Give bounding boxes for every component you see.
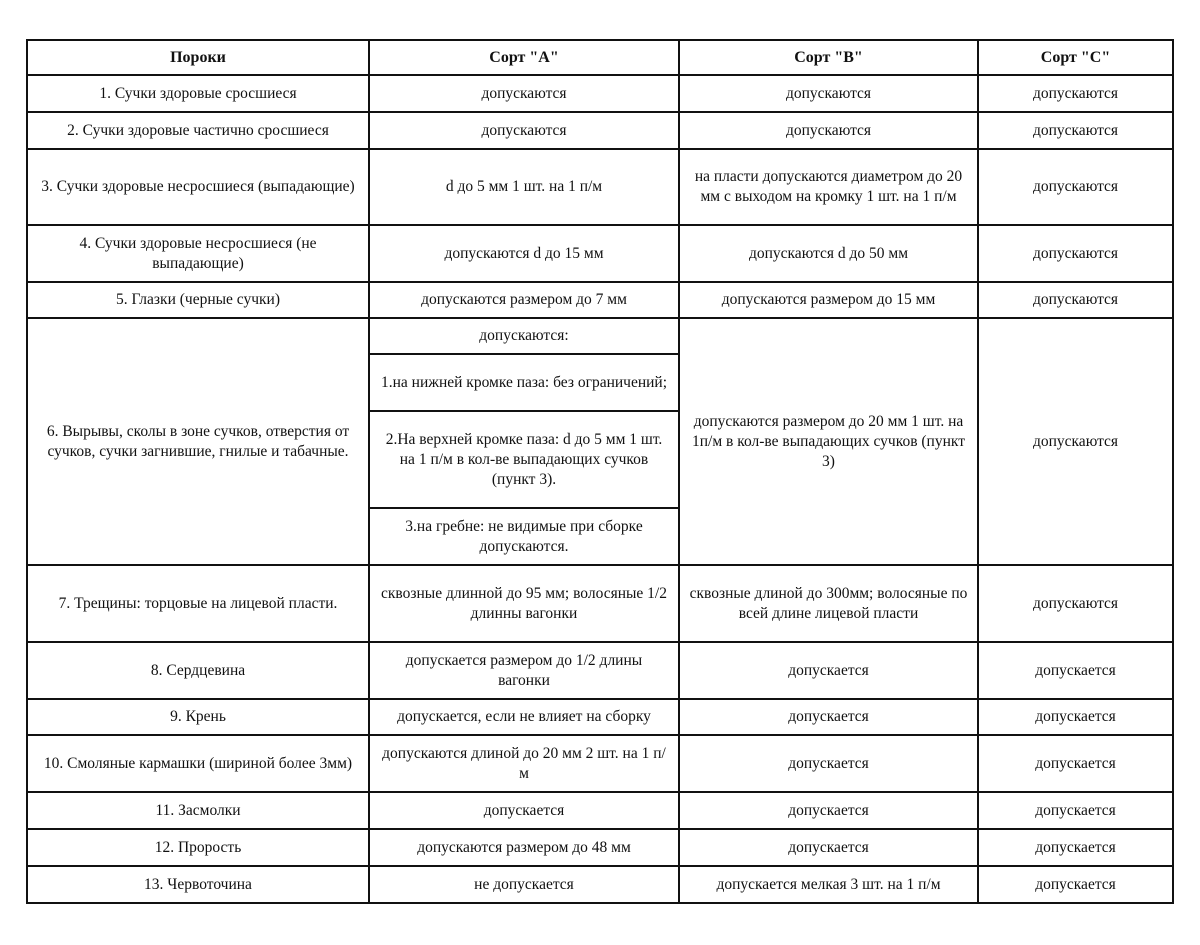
- defect-cell: 1. Сучки здоровые сросшиеся: [27, 75, 369, 112]
- grade-a-cell: допускаются: [369, 112, 679, 149]
- grade-c-cell: допускается: [978, 866, 1173, 903]
- defect-cell: 11. Засмолки: [27, 792, 369, 829]
- grade-a-cell: допускаются размером до 48 мм: [369, 829, 679, 866]
- header-defect: Пороки: [27, 40, 369, 75]
- grade-c-cell: допускаются: [978, 112, 1173, 149]
- table-row: [27, 282, 1173, 318]
- grade-c-cell: допускаются: [978, 318, 1173, 565]
- grade-b-cell: допускается: [679, 792, 978, 829]
- grade-a-cell: не допускается: [369, 866, 679, 903]
- defect-cell: 6. Вырывы, сколы в зоне сучков, отверстия от сучков, сучки загнившие, гнилые и табачные.: [27, 318, 369, 565]
- defect-cell: 4. Сучки здоровые несросшиеся (не выпадающие): [27, 225, 369, 282]
- grade-b-cell: допускаются размером до 15 мм: [679, 282, 978, 318]
- grade-b-cell: сквозные длиной до 300мм; волосяные по всей длине лицевой пласти: [679, 565, 978, 642]
- table-row: [27, 866, 1173, 903]
- header-row: [27, 40, 1173, 75]
- grade-a-cell: допускается размером до 1/2 длины вагонки: [369, 642, 679, 699]
- header-grade-c: Сорт "С": [978, 40, 1173, 75]
- grade-c-cell: допускаются: [978, 225, 1173, 282]
- table-row: [27, 735, 1173, 792]
- grade-b-cell: допускаются: [679, 112, 978, 149]
- grade-c-cell: допускаются: [978, 149, 1173, 225]
- table-row: [27, 75, 1173, 112]
- grade-a-subcell: 3.на гребне: не видимые при сборке допускаются.: [369, 508, 679, 565]
- grade-c-cell: допускается: [978, 642, 1173, 699]
- defect-cell: 7. Трещины: торцовые на лицевой пласти.: [27, 565, 369, 642]
- defect-cell: 3. Сучки здоровые несросшиеся (выпадающие): [27, 149, 369, 225]
- table-row: [27, 318, 1173, 354]
- defect-cell: 8. Сердцевина: [27, 642, 369, 699]
- grade-a-cell: допускается, если не влияет на сборку: [369, 699, 679, 735]
- defect-cell: 10. Смоляные кармашки (шириной более 3мм): [27, 735, 369, 792]
- grade-c-cell: допускается: [978, 829, 1173, 866]
- grade-a-subcell: 1.на нижней кромке паза: без ограничений;: [369, 354, 679, 411]
- table-row: [27, 112, 1173, 149]
- grade-a-cell: допускаются размером до 7 мм: [369, 282, 679, 318]
- grade-b-cell: допускаются d до 50 мм: [679, 225, 978, 282]
- grade-b-cell: допускается: [679, 735, 978, 792]
- grade-a-subcell: 2.На верхней кромке паза: d до 5 мм 1 шт. на 1 п/м в кол-ве выпадающих сучков (пункт 3).: [369, 411, 679, 508]
- grade-b-cell: допускается: [679, 699, 978, 735]
- grade-b-cell: на пласти допускаются диаметром до 20 мм с выходом на кромку 1 шт. на 1 п/м: [679, 149, 978, 225]
- grade-a-cell: d до 5 мм 1 шт. на 1 п/м: [369, 149, 679, 225]
- grade-b-cell: допускается: [679, 829, 978, 866]
- header-grade-b: Сорт "В": [679, 40, 978, 75]
- grade-a-cell: допускаются d до 15 мм: [369, 225, 679, 282]
- grade-a-cell: допускается: [369, 792, 679, 829]
- table-row: [27, 642, 1173, 699]
- grade-b-cell: допускаются: [679, 75, 978, 112]
- table-row: [27, 225, 1173, 282]
- grade-c-cell: допускаются: [978, 75, 1173, 112]
- header-grade-a: Сорт "А": [369, 40, 679, 75]
- defect-cell: 5. Глазки (черные сучки): [27, 282, 369, 318]
- table-row: [27, 829, 1173, 866]
- defect-cell: 12. Прорость: [27, 829, 369, 866]
- table-row: [27, 792, 1173, 829]
- grade-b-cell: допускаются размером до 20 мм 1 шт. на 1п/м в кол-ве выпадающих сучков (пункт 3): [679, 318, 978, 565]
- grade-b-cell: допускается: [679, 642, 978, 699]
- grading-table: [26, 39, 1174, 904]
- grade-c-cell: допускается: [978, 735, 1173, 792]
- grade-b-cell: допускается мелкая 3 шт. на 1 п/м: [679, 866, 978, 903]
- defect-cell: 9. Крень: [27, 699, 369, 735]
- defect-cell: 2. Сучки здоровые частично сросшиеся: [27, 112, 369, 149]
- defect-cell: 13. Червоточина: [27, 866, 369, 903]
- grade-c-cell: допускается: [978, 792, 1173, 829]
- grade-a-subcell: допускаются:: [369, 318, 679, 354]
- grade-a-cell: сквозные длинной до 95 мм; волосяные 1/2 длинны вагонки: [369, 565, 679, 642]
- grade-a-cell: допускаются: [369, 75, 679, 112]
- grade-c-cell: допускаются: [978, 282, 1173, 318]
- table-row: [27, 699, 1173, 735]
- table-row: [27, 149, 1173, 225]
- grade-c-cell: допускаются: [978, 565, 1173, 642]
- grade-a-cell: допускаются длиной до 20 мм 2 шт. на 1 п/м: [369, 735, 679, 792]
- table-row: [27, 565, 1173, 642]
- grade-c-cell: допускается: [978, 699, 1173, 735]
